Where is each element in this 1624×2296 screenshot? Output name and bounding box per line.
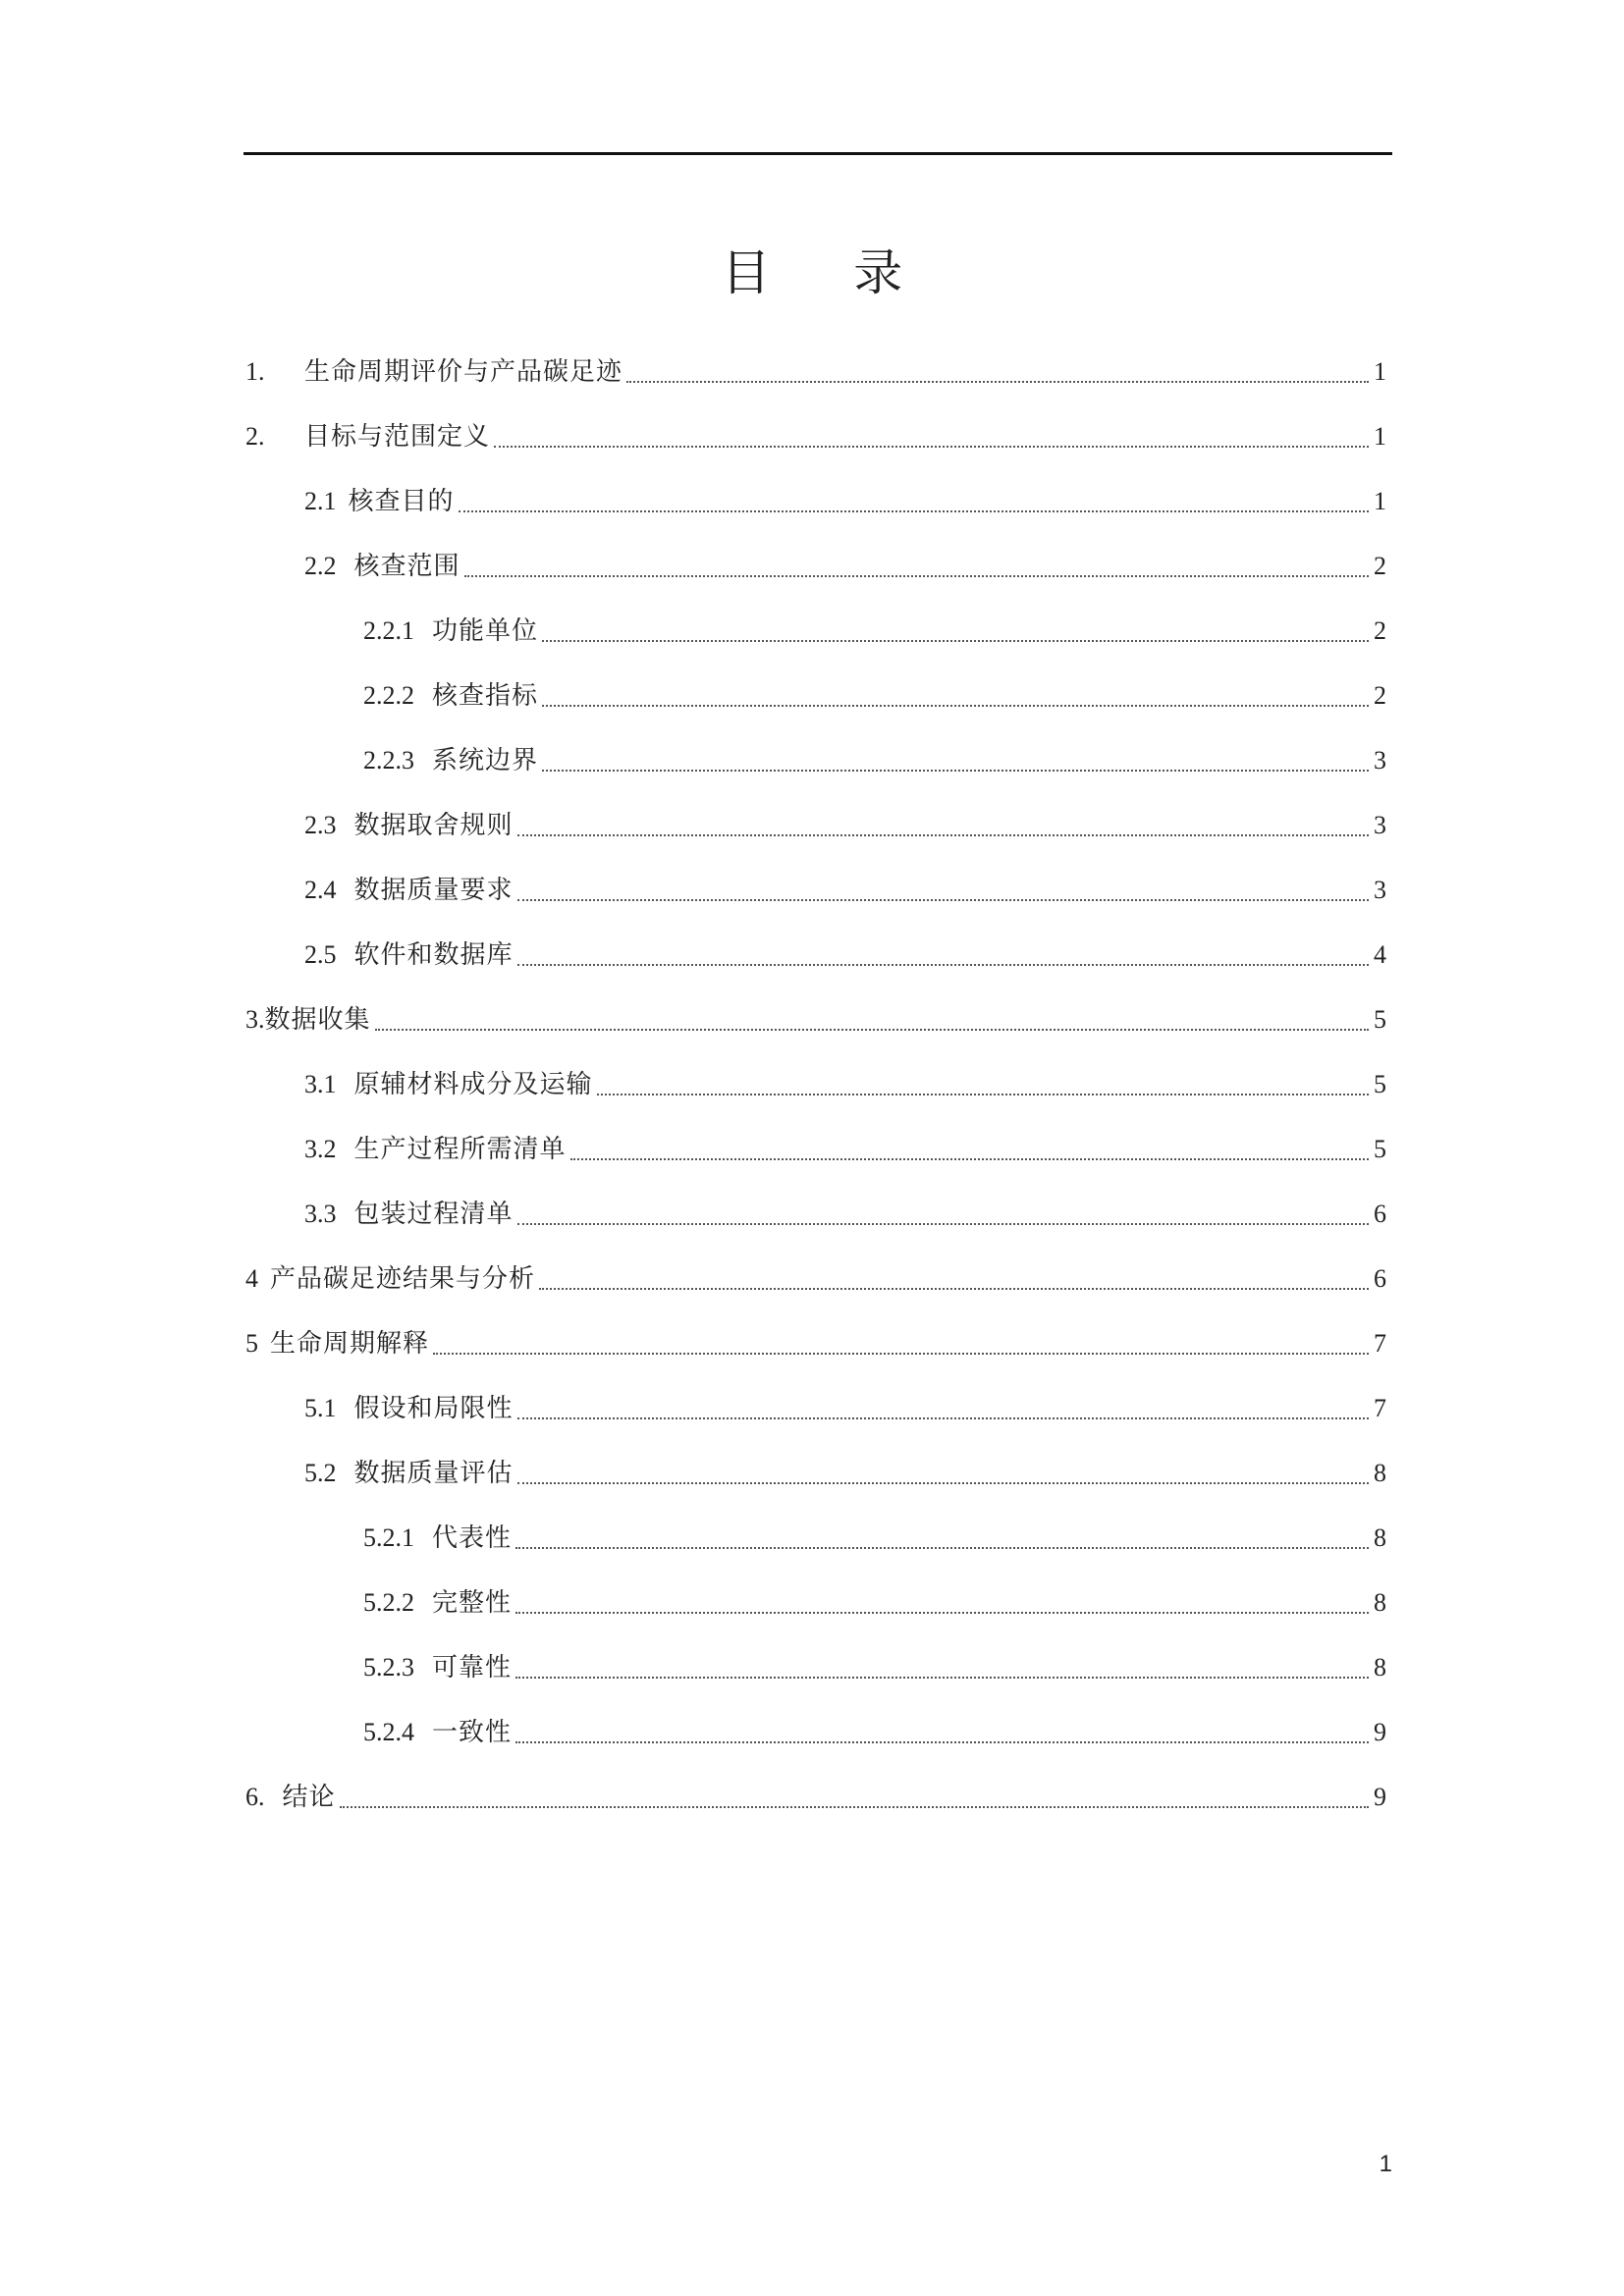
toc-dot-leader (517, 1482, 1369, 1484)
toc-dot-leader (515, 1741, 1369, 1743)
toc-entry-number: 2. (245, 422, 265, 451)
toc-entry-2-3[interactable] (245, 780, 1386, 845)
toc-entry-number: 5.2.4 (363, 1718, 414, 1746)
toc-entry-page: 3 (1374, 746, 1386, 774)
toc-entry-number: 5 (245, 1329, 258, 1358)
toc-entry-2-2-3[interactable] (245, 716, 1386, 780)
toc-entry-label: 可靠性 (432, 1653, 513, 1682)
toc-entry-number: 3.3 (304, 1200, 337, 1228)
toc-entry-6[interactable] (245, 1752, 1386, 1817)
toc-entry-label: 数据质量要求 (353, 876, 514, 904)
toc-entry-4[interactable] (245, 1234, 1386, 1299)
toc-entry-label: 数据收集 (264, 1005, 371, 1034)
toc-dot-leader (542, 770, 1369, 772)
toc-entry-2-4[interactable] (245, 845, 1386, 910)
toc-dot-leader (597, 1094, 1369, 1095)
toc-entry-page: 3 (1374, 876, 1386, 904)
toc-dot-leader (515, 1612, 1369, 1614)
toc-dot-leader (515, 1547, 1369, 1549)
toc-entry-number: 5.2.3 (363, 1653, 414, 1682)
toc-dot-leader (517, 1223, 1369, 1225)
toc-entry-label: 软件和数据库 (353, 940, 514, 969)
toc-entry-page: 2 (1374, 681, 1386, 710)
toc-dot-leader (626, 381, 1369, 383)
toc-entry-page: 5 (1374, 1070, 1386, 1098)
header-rule (244, 152, 1392, 155)
toc-entry-page: 9 (1374, 1718, 1386, 1746)
toc-entry-number: 6. (245, 1783, 265, 1811)
toc-entry-label: 结论 (282, 1783, 336, 1811)
toc-entry-2-2[interactable] (245, 521, 1386, 586)
toc-entry-page: 1 (1374, 422, 1386, 451)
toc-entry-5-2-4[interactable] (245, 1687, 1386, 1752)
toc-entry-label: 系统边界 (432, 746, 539, 774)
toc-entry-3-2[interactable] (245, 1104, 1386, 1169)
toc-entry-3-1[interactable] (245, 1040, 1386, 1104)
toc-dot-leader (570, 1158, 1369, 1160)
toc-entry-number: 2.2.3 (363, 746, 414, 774)
toc-dot-leader (464, 575, 1369, 577)
toc-entry-page: 8 (1374, 1523, 1386, 1552)
toc-entry-5-1[interactable] (245, 1363, 1386, 1428)
toc-entry-page: 5 (1374, 1005, 1386, 1034)
toc-entry-page: 7 (1374, 1329, 1386, 1358)
toc-entry-5-2[interactable] (245, 1428, 1386, 1493)
toc-entry-page: 2 (1374, 616, 1386, 645)
toc-dot-leader (517, 899, 1369, 901)
toc-entry-label: 一致性 (432, 1718, 513, 1746)
toc-dot-leader (494, 446, 1369, 448)
toc-dot-leader (542, 640, 1369, 642)
toc-entry-number: 5.2.1 (363, 1523, 414, 1552)
toc-entry-number: 2.5 (304, 940, 337, 969)
page-number: 1 (1379, 2151, 1392, 2177)
toc-entry-label: 原辅材料成分及运输 (353, 1070, 593, 1098)
toc-entry-1[interactable] (245, 327, 1386, 392)
toc-entry-page: 5 (1374, 1135, 1386, 1163)
toc-entry-page: 3 (1374, 811, 1386, 839)
toc-entry-label: 完整性 (432, 1588, 513, 1617)
toc-entry-label: 数据取舍规则 (353, 811, 514, 839)
toc-entry-page: 7 (1374, 1394, 1386, 1422)
toc-entry-2-1[interactable] (245, 456, 1386, 521)
toc-entry-label: 假设和局限性 (353, 1394, 514, 1422)
toc-entry-page: 8 (1374, 1653, 1386, 1682)
toc-entry-number: 2.2.2 (363, 681, 414, 710)
toc-title: 目 录 (721, 245, 939, 300)
toc-entry-page: 4 (1374, 940, 1386, 969)
toc-entry-5-2-2[interactable] (245, 1558, 1386, 1623)
toc-entry-number: 3.1 (304, 1070, 337, 1098)
toc-entry-label: 包装过程清单 (353, 1200, 514, 1228)
toc-dot-leader (517, 964, 1369, 966)
toc-entry-number: 2.3 (304, 811, 337, 839)
toc-entry-page: 2 (1374, 552, 1386, 580)
toc-dot-leader (433, 1353, 1369, 1355)
toc-entry-3[interactable] (245, 975, 1386, 1040)
toc-entry-label: 产品碳足迹结果与分析 (270, 1264, 536, 1293)
toc-entry-number: 5.1 (304, 1394, 337, 1422)
toc-entry-number: 3.2 (304, 1135, 337, 1163)
toc-entry-number: 5.2.2 (363, 1588, 414, 1617)
toc-dot-leader (459, 510, 1369, 512)
toc-entry-number: 2.1 (304, 487, 337, 515)
toc-dot-leader (542, 705, 1369, 707)
toc-entry-2-2-2[interactable] (245, 651, 1386, 716)
toc-entry-3-3[interactable] (245, 1169, 1386, 1234)
toc-entry-5-2-3[interactable] (245, 1623, 1386, 1687)
toc-entry-2-5[interactable] (245, 910, 1386, 975)
toc-dot-leader (517, 1417, 1369, 1419)
toc-entry-2[interactable] (245, 392, 1386, 456)
toc-entry-label: 目标与范围定义 (304, 422, 491, 451)
toc-dot-leader (539, 1288, 1369, 1290)
toc-entry-label: 核查指标 (432, 681, 539, 710)
toc-entry-label: 生产过程所需清单 (353, 1135, 567, 1163)
toc-entry-label: 生命周期评价与产品碳足迹 (304, 357, 623, 386)
toc-entry-number: 2.2 (304, 552, 337, 580)
toc-entry-number: 2.2.1 (363, 616, 414, 645)
toc-entry-label: 代表性 (432, 1523, 513, 1552)
toc-dot-leader (515, 1677, 1369, 1679)
toc-entry-label: 核查范围 (353, 552, 460, 580)
toc-entry-page: 9 (1374, 1783, 1386, 1811)
toc-entry-2-2-1[interactable] (245, 586, 1386, 651)
toc-entry-5-2-1[interactable] (245, 1493, 1386, 1558)
toc-entry-label: 生命周期解释 (270, 1329, 430, 1358)
toc-entry-label: 功能单位 (432, 616, 539, 645)
toc-dot-leader (517, 834, 1369, 836)
toc-entry-number: 3. (245, 1005, 265, 1034)
toc-entry-number: 5.2 (304, 1459, 337, 1487)
toc-entry-5[interactable] (245, 1299, 1386, 1363)
toc-entry-page: 8 (1374, 1459, 1386, 1487)
toc-entry-label: 数据质量评估 (353, 1459, 514, 1487)
toc-entry-page: 8 (1374, 1588, 1386, 1617)
toc-dot-leader (340, 1806, 1369, 1808)
toc-dot-leader (375, 1029, 1369, 1031)
toc-entry-page: 6 (1374, 1200, 1386, 1228)
toc-entry-number: 1. (245, 357, 265, 386)
table-of-contents (245, 327, 1386, 1817)
toc-entry-label: 核查目的 (348, 487, 455, 515)
toc-entry-page: 1 (1374, 357, 1386, 386)
toc-entry-number: 4 (245, 1264, 258, 1293)
toc-entry-page: 6 (1374, 1264, 1386, 1293)
toc-entry-number: 2.4 (304, 876, 337, 904)
toc-entry-page: 1 (1374, 487, 1386, 515)
